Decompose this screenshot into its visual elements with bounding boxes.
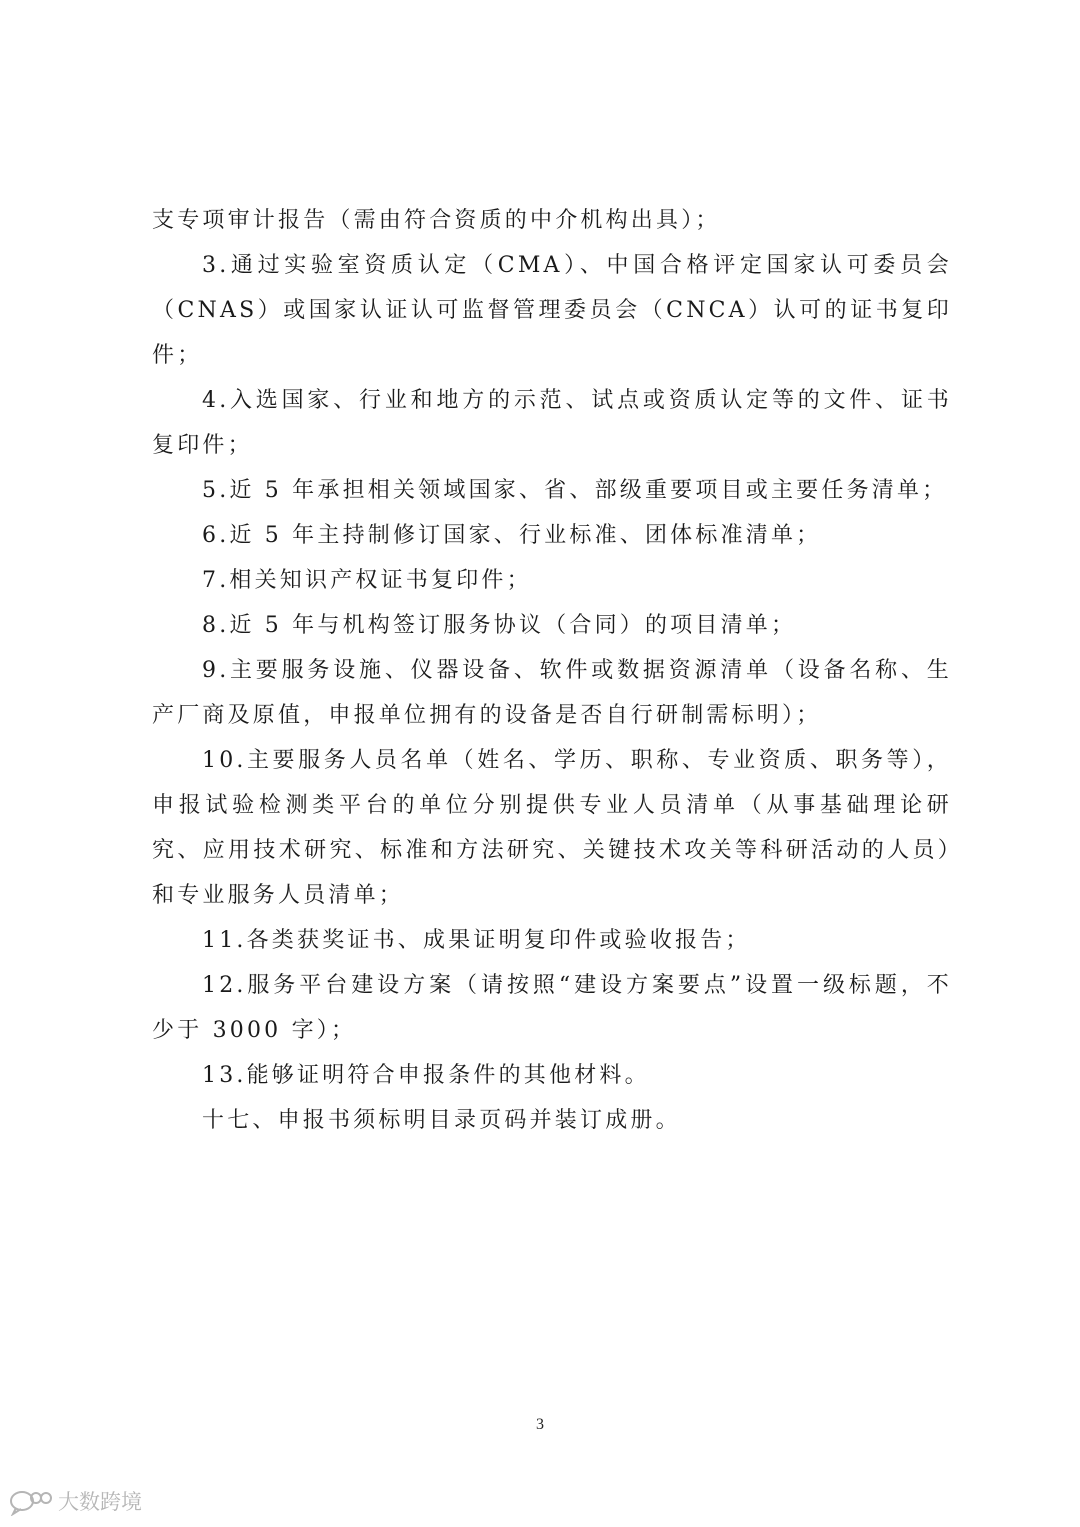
page-number: 3: [536, 1416, 544, 1433]
list-item-13: 13.能够证明符合申报条件的其他材料。: [202, 1063, 650, 1088]
document-body: [152, 198, 952, 1143]
list-item-10: 10.主要服务人员名单（姓名、学历、职称、专业资质、职务等），申报试验检测类平台的单位分别提供专业人员清单（从事基础理论研究、应用技术研究、标准和方法研究、关键技术攻关等科研活动的人员）和专业服务人员清单；: [152, 748, 952, 908]
list-item-5: 5.近 5 年承担相关领域国家、省、部级重要项目或主要任务清单；: [202, 478, 948, 503]
list-item-4: 4.入选国家、行业和地方的示范、试点或资质认定等的文件、证书复印件；: [152, 388, 952, 458]
list-item-7: 7.相关知识产权证书复印件；: [202, 568, 532, 593]
section-17-paragraph: 十七、申报书须标明目录页码并装订成册。: [202, 1108, 681, 1133]
list-item-11: 11.各类获奖证书、成果证明复印件或验收报告；: [202, 928, 751, 953]
paragraph-1: 支专项审计报告（需由符合资质的中介机构出具）；: [152, 208, 721, 233]
list-item-6: 6.近 5 年主持制修订国家、行业标准、团体标准清单；: [202, 523, 822, 548]
list-item-8: 8.近 5 年与机构签订服务协议（合同）的项目清单；: [202, 613, 797, 638]
watermark-text: 大数跨境: [58, 1490, 142, 1514]
weibo-bubble-icon: [8, 1486, 54, 1516]
list-item-12: 12.服务平台建设方案（请按照“建设方案要点”设置一级标题，不少于 3000 字）；: [152, 973, 952, 1043]
list-item-9: 9.主要服务设施、仪器设备、软件或数据资源清单（设备名称、生产厂商及原值，申报单位拥有的设备是否自行研制需标明）；: [152, 658, 952, 728]
watermark: [8, 1486, 142, 1516]
list-item-3: 3.通过实验室资质认定（CMA）、中国合格评定国家认可委员会（CNAS）或国家认证认可监督管理委员会（CNCA）认可的证书复印件；: [152, 253, 952, 368]
